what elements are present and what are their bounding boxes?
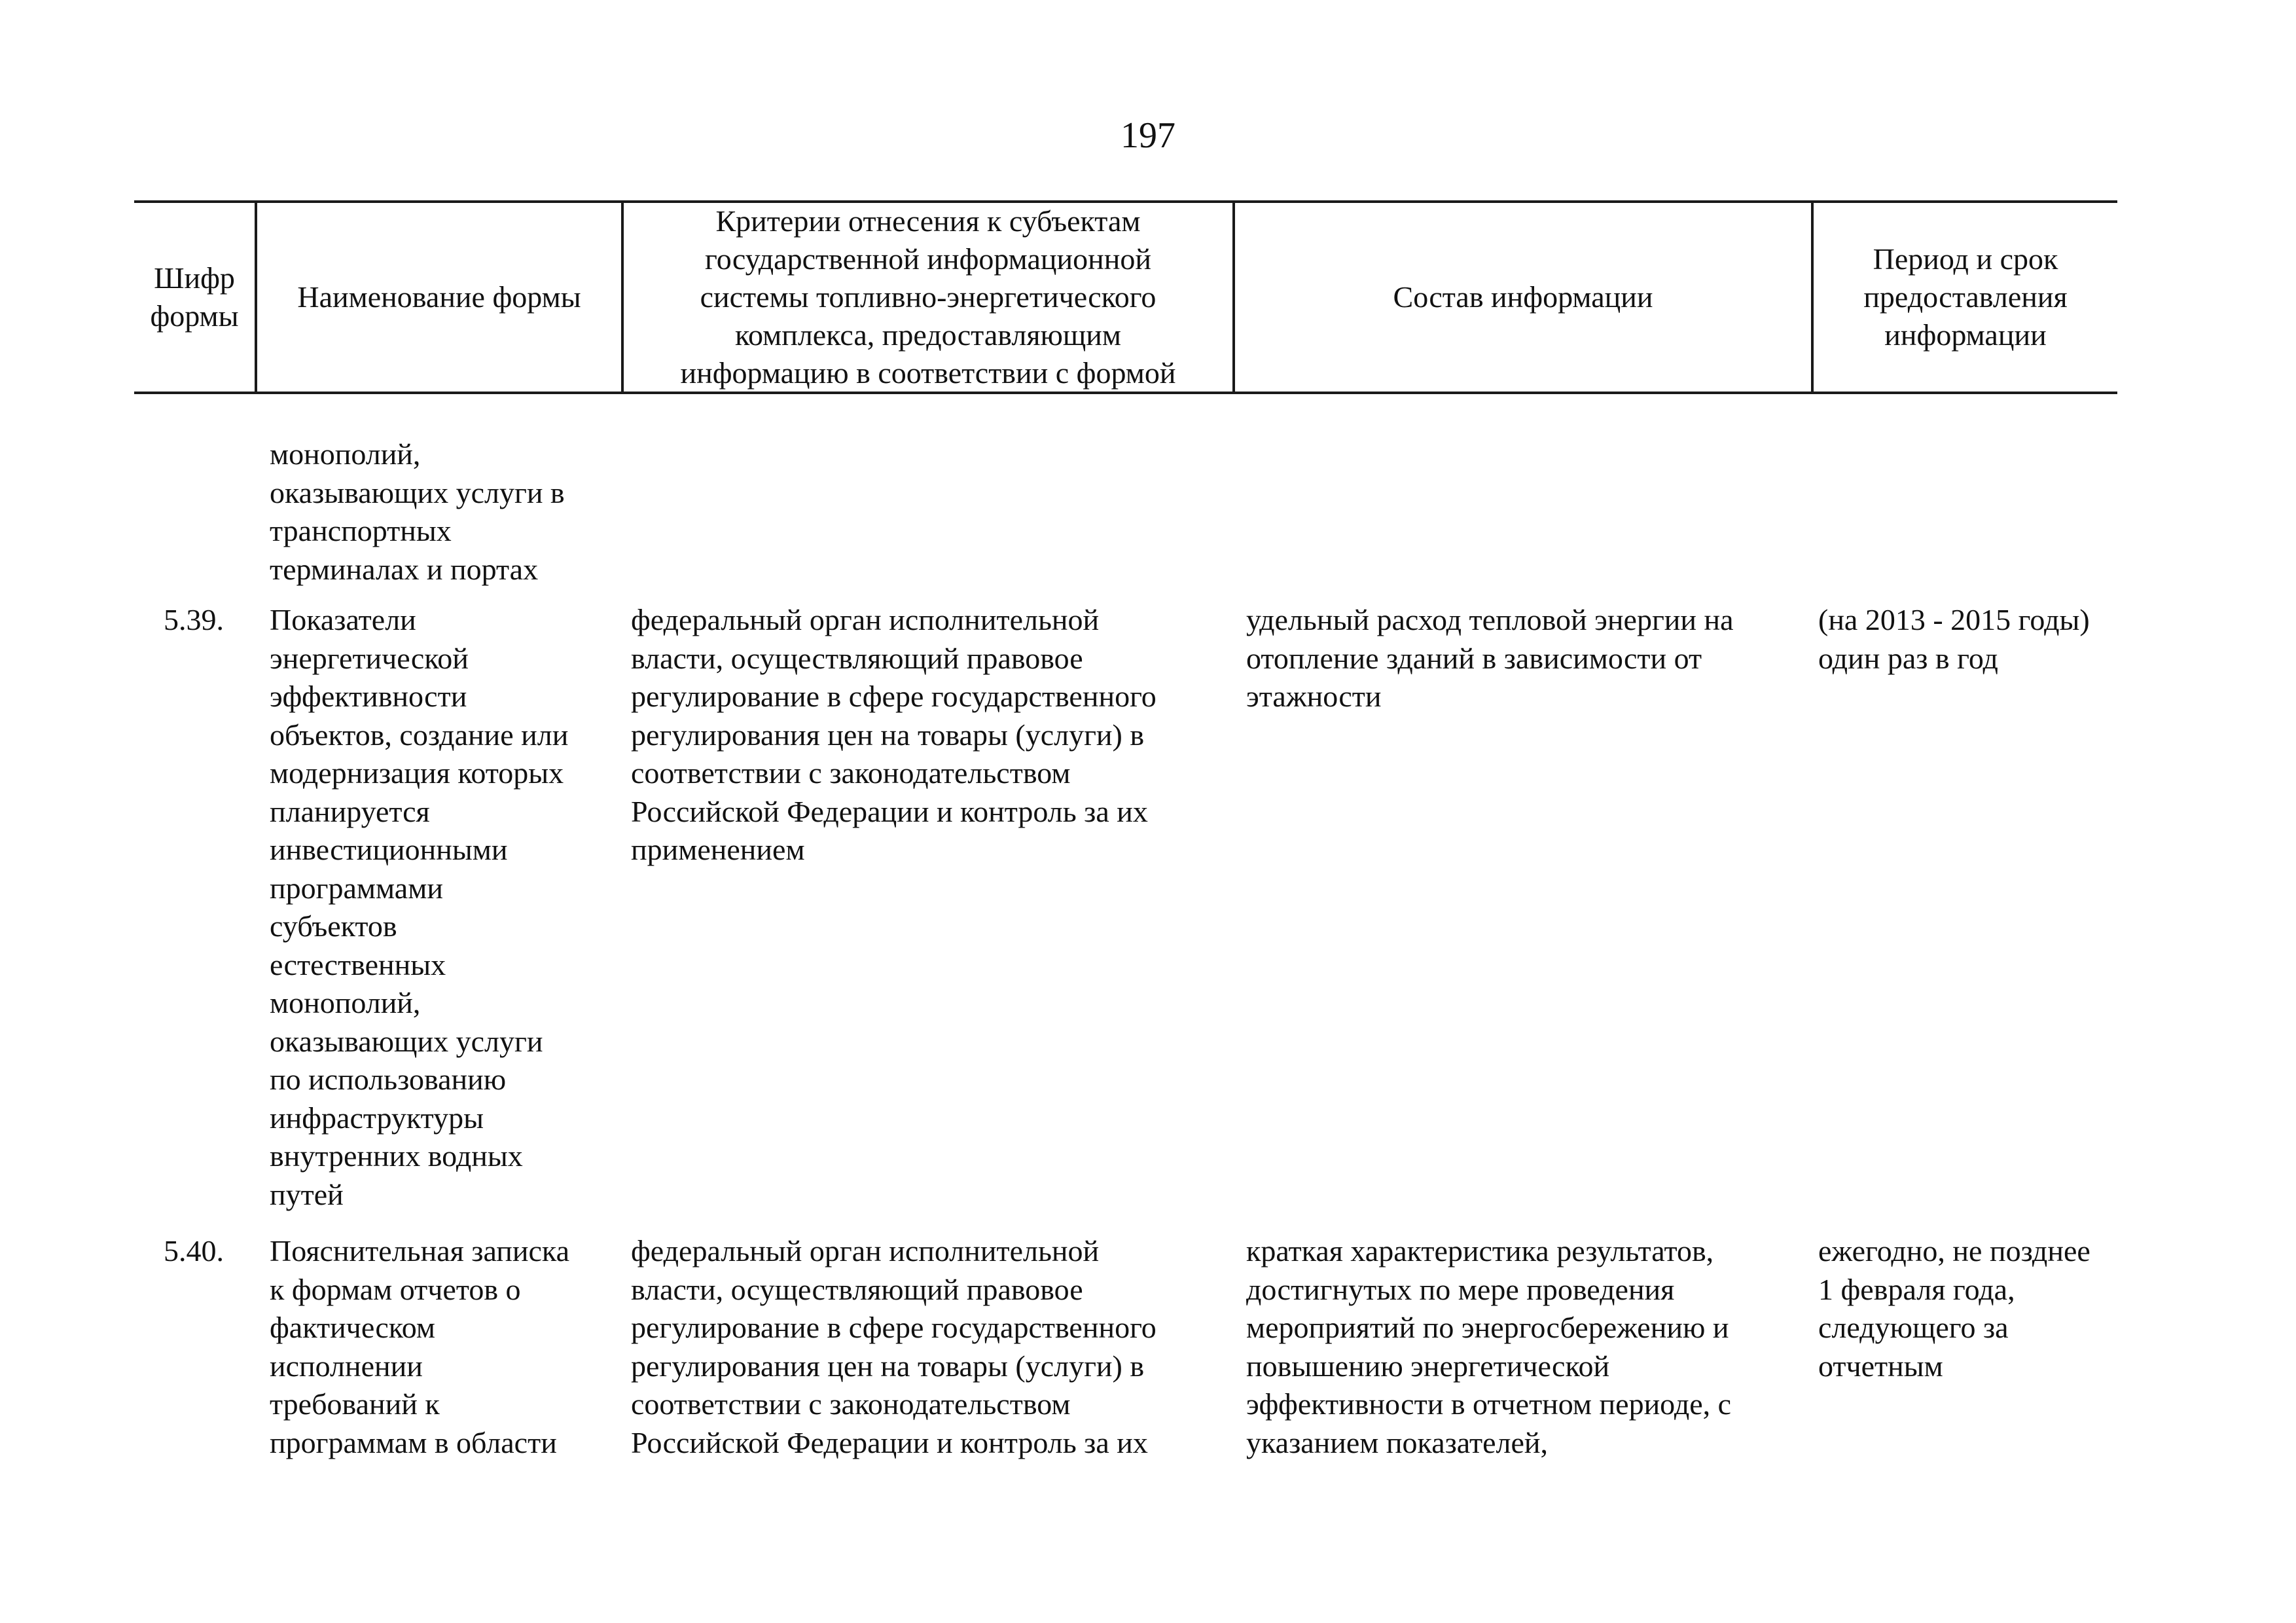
row-composition: удельный расход тепловой энергии на отопление зданий в зависимости от этажности [1246,603,1734,713]
row-code: 5.40. [164,1234,224,1267]
header-form-name: Наименование формы [297,280,581,314]
page-number: 197 [1121,115,1175,156]
row-criteria: федеральный орган исполнительной власти, осуществляющий правовое регулирование в сфере государственного регулирования цен на товары (услуги) в соответствии с законодательством Российской Федерации и контроль за их применением [631,603,1157,866]
row-form-name: монополий, оказывающих услуги в транспортных терминалах и портах [270,437,565,586]
row-period: ежегодно, не позднее 1 февраля года, следующего за отчетным [1818,1234,2090,1383]
row-composition: краткая характеристика результатов, достигнутых по мере проведения мероприятий по энергосбережению и повышению энергетической эффективности в отчетном периоде, с указанием показателей, [1246,1234,1732,1459]
header-composition: Состав информации [1393,280,1653,314]
header-period: Период и срок предоставления информации [1863,242,2068,352]
header-code: Шифр формы [150,261,239,333]
row-period: (на 2013 - 2015 годы) один раз в год [1818,603,2090,675]
row-code: 5.39. [164,603,224,636]
table-header [134,200,2117,394]
row-form-name: Пояснительная записка к формам отчетов о фактическом исполнении требований к программам в области [270,1234,570,1459]
header-criteria: Критерии отнесения к субъектам государственной информационной системы топливно-энергетического комплекса, предоставляющим информацию в соответствии с формой [680,204,1176,390]
row-form-name: Показатели энергетической эффективности объектов, создание или модернизация которых планируется инвестиционными программами субъектов естественных монополий, оказывающих услуги по использованию инфраструктуры внутренних водных путей [270,603,569,1211]
row-criteria: федеральный орган исполнительной власти, осуществляющий правовое регулирование в сфере государственного регулирования цен на товары (услуги) в соответствии с законодательством Российской Федерации и контроль за их [631,1234,1157,1459]
